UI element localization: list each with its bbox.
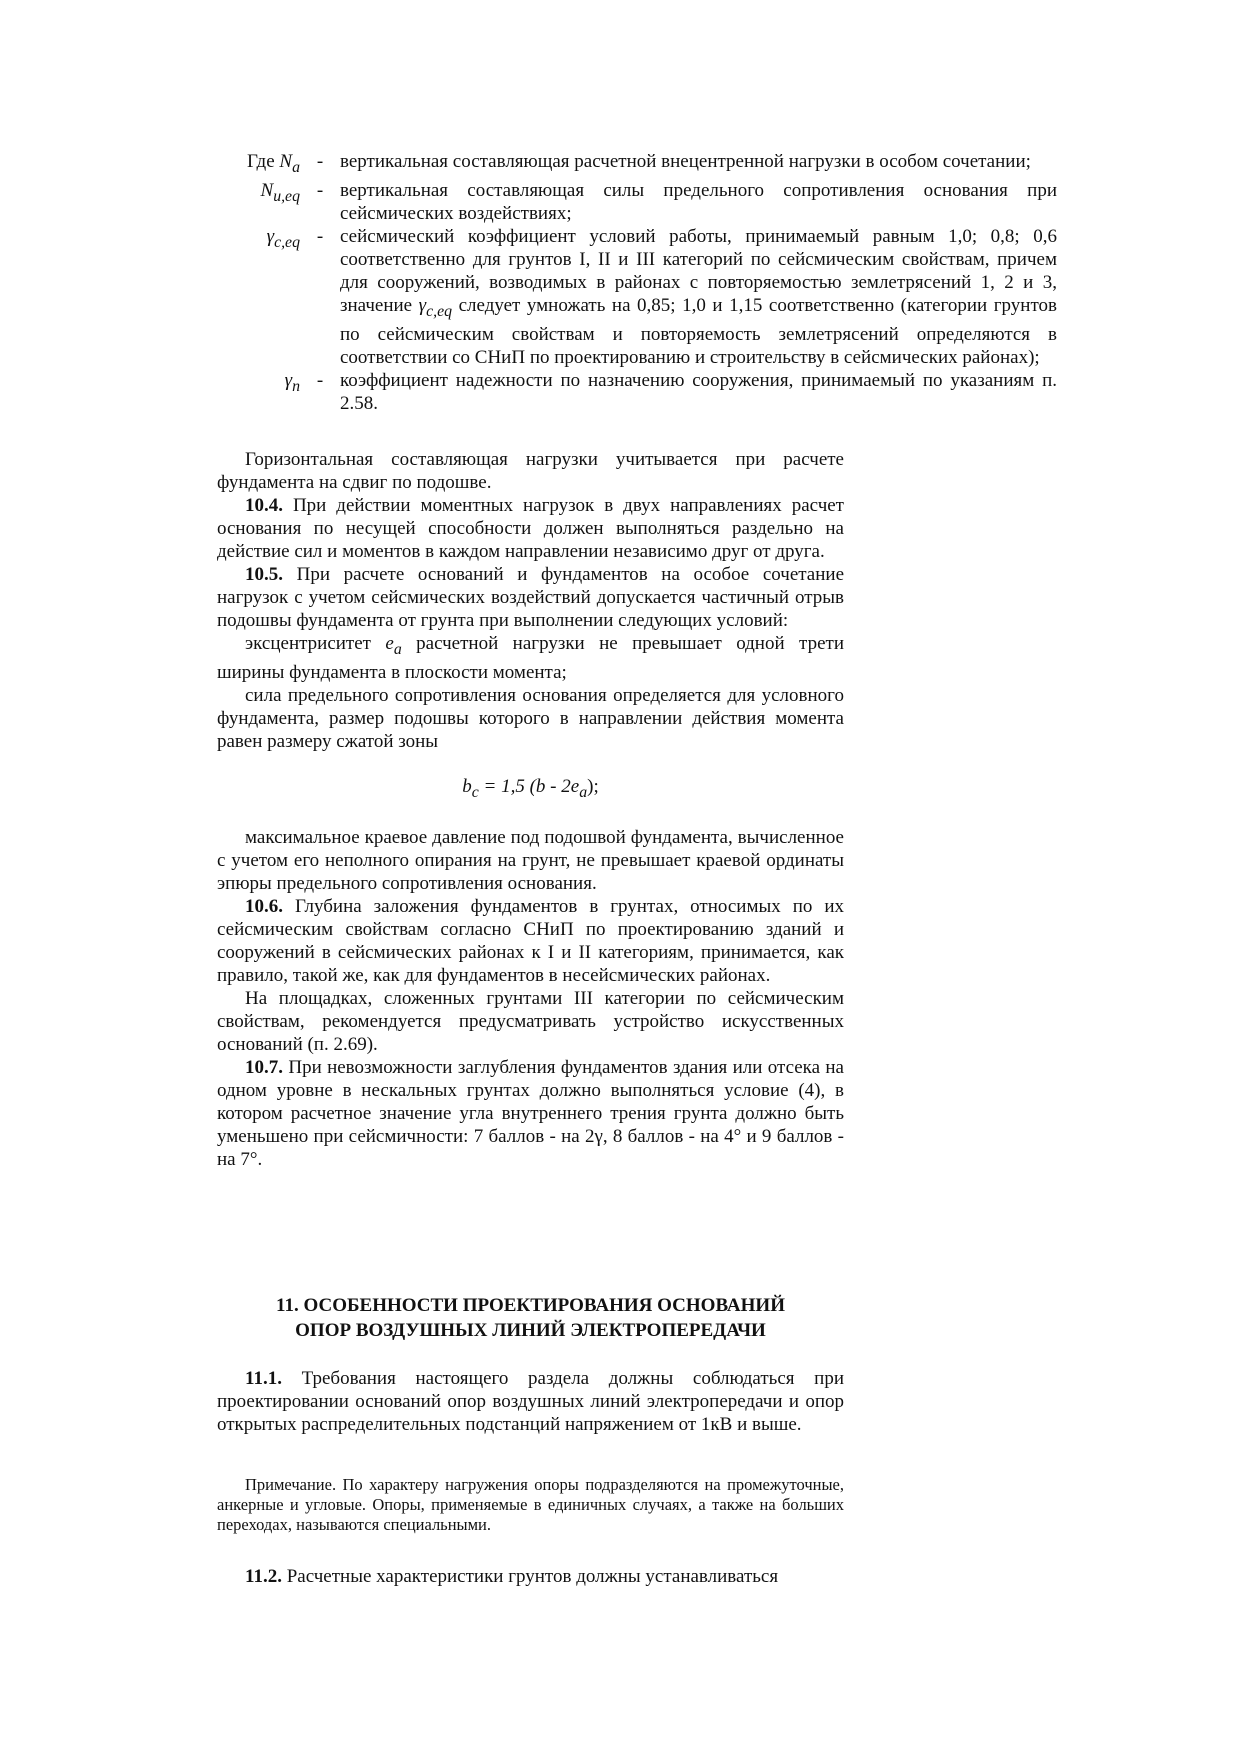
- paragraph-10-4: 10.4. При действии моментных нагрузок в двух направлениях расчет основания по несущей способности должен выполняться раздельно на действие сил и моментов в каждом направлении независимо друг от друга.: [217, 495, 844, 562]
- paragraph-sites-category-3: На площадках, сложенных грунтами III категории по сейсмическим свойствам, рекомендуется предусматривать устройство искусственных оснований (п. 2.69).: [217, 987, 844, 1055]
- paragraph-11-2: 11.2. Расчетные характеристики грунтов должны устанавливаться: [245, 1566, 779, 1587]
- definition-dash: -: [316, 151, 324, 172]
- symbol-definitions: [205, 150, 1057, 415]
- heading-line-2: ОПОР ВОЗДУШНЫХ ЛИНИЙ ЭЛЕКТРОПЕРЕДАЧИ: [295, 1320, 766, 1341]
- definition-symbol: $\gamma_n$: [284, 369, 300, 395]
- definition-dash: -: [316, 369, 324, 391]
- paragraph-10-5: 10.5. При расчете оснований и фундаментов на особое сочетание нагрузок с учетом сейсмических воздействий допускается частичный отрыв подошвы фундамента от грунта при выполнении следующих условий:: [217, 564, 844, 631]
- main-column-section-11: [217, 1367, 844, 1436]
- definition-row: [205, 369, 1057, 415]
- definition-symbol: Где $N_a$: [246, 151, 300, 176]
- paragraph-11-1: 11.1. Требования настоящего раздела должны соблюдаться при проектировании оснований опор воздушных линий электропередачи и опор открытых распределительных подстанций напряжением от 1кВ и выше.: [217, 1368, 844, 1435]
- definition-text: коэффициент надежности по назначению сооружения, принимаемый по указаниям п. 2.58.: [340, 369, 1057, 414]
- definition-text: вертикальная составляющая силы предельного сопротивления основания при сейсмических воздействиях;: [340, 179, 1057, 224]
- definition-symbol: $N_{u,eq}$: [260, 179, 300, 205]
- definition-row: [205, 150, 1057, 179]
- formula-compressed-zone: $b_c = 1,5$ $(b - 2e_a)$;: [462, 775, 599, 801]
- definition-dash: -: [316, 179, 324, 201]
- main-column-section-10: [217, 448, 844, 1171]
- main-column-section-11-2: [217, 1565, 844, 1588]
- paragraph-eccentricity: эксцентриситет $e_a$ расчетной нагрузки не превышает одной трети ширины фундамента в плоскости момента;: [217, 633, 844, 683]
- definition-symbol: $\gamma_{c,eq}$: [266, 225, 300, 251]
- paragraph-10-6: 10.6. Глубина заложения фундаментов в грунтах, относимых по их сейсмическим свойствам согласно СНиП по проектированию зданий и сооружений в сейсмических районах к I и II категориям, принимается, как правило, такой же, как для фундаментов в несейсмических районах.: [217, 895, 844, 986]
- definition-text: вертикальная составляющая расчетной внецентренной нагрузки в особом сочетании;: [340, 151, 1031, 172]
- paragraph-horizontal-load: Горизонтальная составляющая нагрузки учитывается при расчете фундамента на сдвиг по подошве.: [217, 449, 844, 493]
- heading-line-1: 11. ОСОБЕННОСТИ ПРОЕКТИРОВАНИЯ ОСНОВАНИЙ: [276, 1295, 785, 1316]
- paragraph-max-edge-pressure: максимальное краевое давление под подошвой фундамента, вычисленное с учетом его неполного опирания на грунт, не превышает краевой ординаты эпюры предельного сопротивления основания.: [217, 826, 844, 894]
- section-11-heading: [217, 1293, 844, 1343]
- paragraph-10-7: 10.7. При невозможности заглубления фундаментов здания или отсека на одном уровне в нескальных грунтах должно выполняться условие (4), в котором расчетное значение угла внутреннего трения грунта должно быть уменьшено при сейсмичности: 7 баллов - на 2γ, 8 баллов - на 4° и 9 баллов - на 7°.: [217, 1056, 844, 1170]
- definition-row: [205, 179, 1057, 225]
- definition-row: [205, 225, 1057, 369]
- paragraph-ultimate-resistance: сила предельного сопротивления основания определяется для условного фундамента, размер подошвы которого в направлении действия момента равен размеру сжатой зоны: [217, 684, 844, 752]
- definition-text: сейсмический коэффициент условий работы, принимаемый равным 1,0; 0,8; 0,6 соответственно для грунтов I, II и III категорий по сейсмическим свойствам, причем для сооружений, возводимых в районах с повторяемостью землетрясений 1, 2 и 3, значение $\gamma_{c,eq}$ следует умножать на 0,85; 1,0 и 1,15 соответственно (категории грунтов по сейсмическим свойствам и повторяемость землетрясений определяются в соответствии со СНиП по проектированию и строительству в сейсмических районах);: [340, 225, 1057, 368]
- note-paragraph: Примечание. По характеру нагружения опоры подразделяются на промежуточные, анкерные и угловые. Опоры, применяемые в единичных случаях, а также на больших переходах, называются специальными.: [217, 1475, 844, 1534]
- definition-dash: -: [316, 225, 324, 247]
